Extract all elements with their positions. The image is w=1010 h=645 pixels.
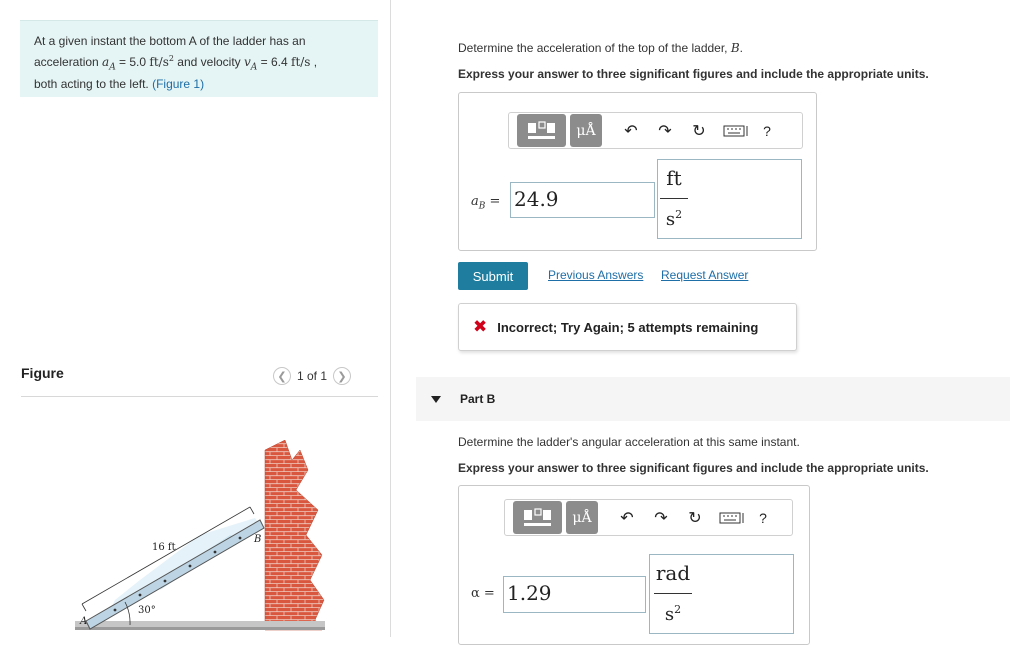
column-divider — [390, 0, 391, 637]
figure-heading: Figure — [21, 365, 64, 381]
point-b-label: B — [254, 534, 262, 545]
caret-down-icon — [431, 396, 441, 403]
figure-divider — [21, 396, 378, 397]
unit-numerator: rad — [655, 561, 691, 585]
request-answer-link[interactable]: Request Answer — [661, 268, 749, 282]
unit-denominator: $s^2$ — [664, 603, 682, 625]
undo-icon[interactable]: ↶ — [620, 509, 634, 527]
length-label: 16 ft — [152, 542, 176, 553]
ladder-figure — [60, 440, 360, 637]
part-b-unit-input[interactable] — [649, 554, 794, 634]
templates-icon — [525, 120, 559, 142]
feedback-message: ✖ Incorrect; Try Again; 5 attempts remaining — [458, 303, 797, 351]
redo-icon[interactable]: ↷ — [658, 122, 672, 140]
part-a-value-input[interactable]: 24.9 — [510, 182, 655, 218]
accel-unit: $ft/s^2$ — [149, 54, 174, 69]
part-a-unit-input[interactable] — [657, 159, 802, 239]
templates-button[interactable] — [517, 114, 566, 147]
help-icon[interactable]: ? — [759, 509, 767, 526]
figure-page-count: 1 of 1 — [297, 369, 328, 383]
ground — [75, 621, 325, 627]
angle-label: 30° — [138, 605, 156, 616]
fraction-bar — [654, 593, 692, 594]
help-icon[interactable]: ? — [763, 122, 771, 139]
part-a-math-toolbar — [508, 112, 803, 149]
unit-denominator: $s^2$ — [665, 208, 683, 230]
problem-line-3: both acting to the left. (Figure 1) — [34, 77, 205, 92]
submit-button[interactable]: Submit — [458, 262, 528, 290]
part-b-instruction: Express your answer to three significant figures and include the appropriate units. — [458, 461, 929, 475]
figure-pager — [273, 367, 351, 385]
part-b-header[interactable] — [416, 377, 1010, 421]
part-b-title: Part B — [460, 392, 496, 406]
reset-icon[interactable]: ↻ — [688, 509, 702, 527]
part-a-instruction: Express your answer to three significant figures and include the appropriate units. — [458, 67, 929, 81]
problem-line-1: At a given instant the bottom A of the ladder has an — [34, 34, 306, 48]
symbols-button[interactable]: μÅ — [570, 114, 602, 147]
ladder — [86, 520, 264, 629]
part-a-question: Determine the acceleration of the top of the ladder, B. — [458, 41, 744, 55]
part-b-variable-label: α = — [471, 586, 495, 601]
chevron-right-icon: ❯ — [337, 370, 347, 383]
velocity-unit: ft/s — [291, 55, 311, 69]
part-b-question: Determine the ladder's angular acceleration at this same instant. — [458, 435, 800, 449]
velocity-symbol: $v_A$ — [244, 55, 258, 73]
figure-prev-button[interactable] — [273, 367, 291, 385]
problem-line-2: acceleration $a_A = 5.0$ $ft/s^2$ and velocity $v_A = 6.4$ ft/s , — [34, 54, 318, 73]
fraction-bar — [660, 198, 688, 199]
keyboard-icon[interactable] — [718, 507, 748, 529]
part-a-answer-box — [458, 92, 817, 251]
chevron-left-icon: ❮ — [277, 370, 287, 383]
part-b-answer-box — [458, 485, 810, 645]
templates-icon — [521, 507, 555, 529]
problem-statement — [20, 20, 378, 97]
figure-next-button[interactable] — [333, 367, 351, 385]
unit-numerator: ft — [666, 166, 682, 190]
undo-icon[interactable]: ↶ — [624, 122, 638, 140]
part-b-value-input[interactable]: 1.29 — [503, 576, 646, 613]
reset-icon[interactable]: ↻ — [692, 122, 706, 140]
x-icon: ✖ — [473, 317, 488, 336]
figure-link[interactable]: (Figure 1) — [152, 77, 205, 92]
redo-icon[interactable]: ↷ — [654, 509, 668, 527]
previous-answers-link[interactable]: Previous Answers — [548, 268, 644, 282]
point-a-label: A — [80, 616, 88, 627]
part-a-variable-label: $a_B$ = — [471, 194, 501, 212]
keyboard-icon[interactable] — [722, 120, 752, 142]
symbols-button[interactable]: μÅ — [566, 501, 598, 534]
templates-button[interactable] — [513, 501, 562, 534]
accel-symbol: $a_A$ — [102, 55, 116, 73]
brick-wall — [265, 440, 324, 630]
part-b-math-toolbar — [504, 499, 793, 536]
